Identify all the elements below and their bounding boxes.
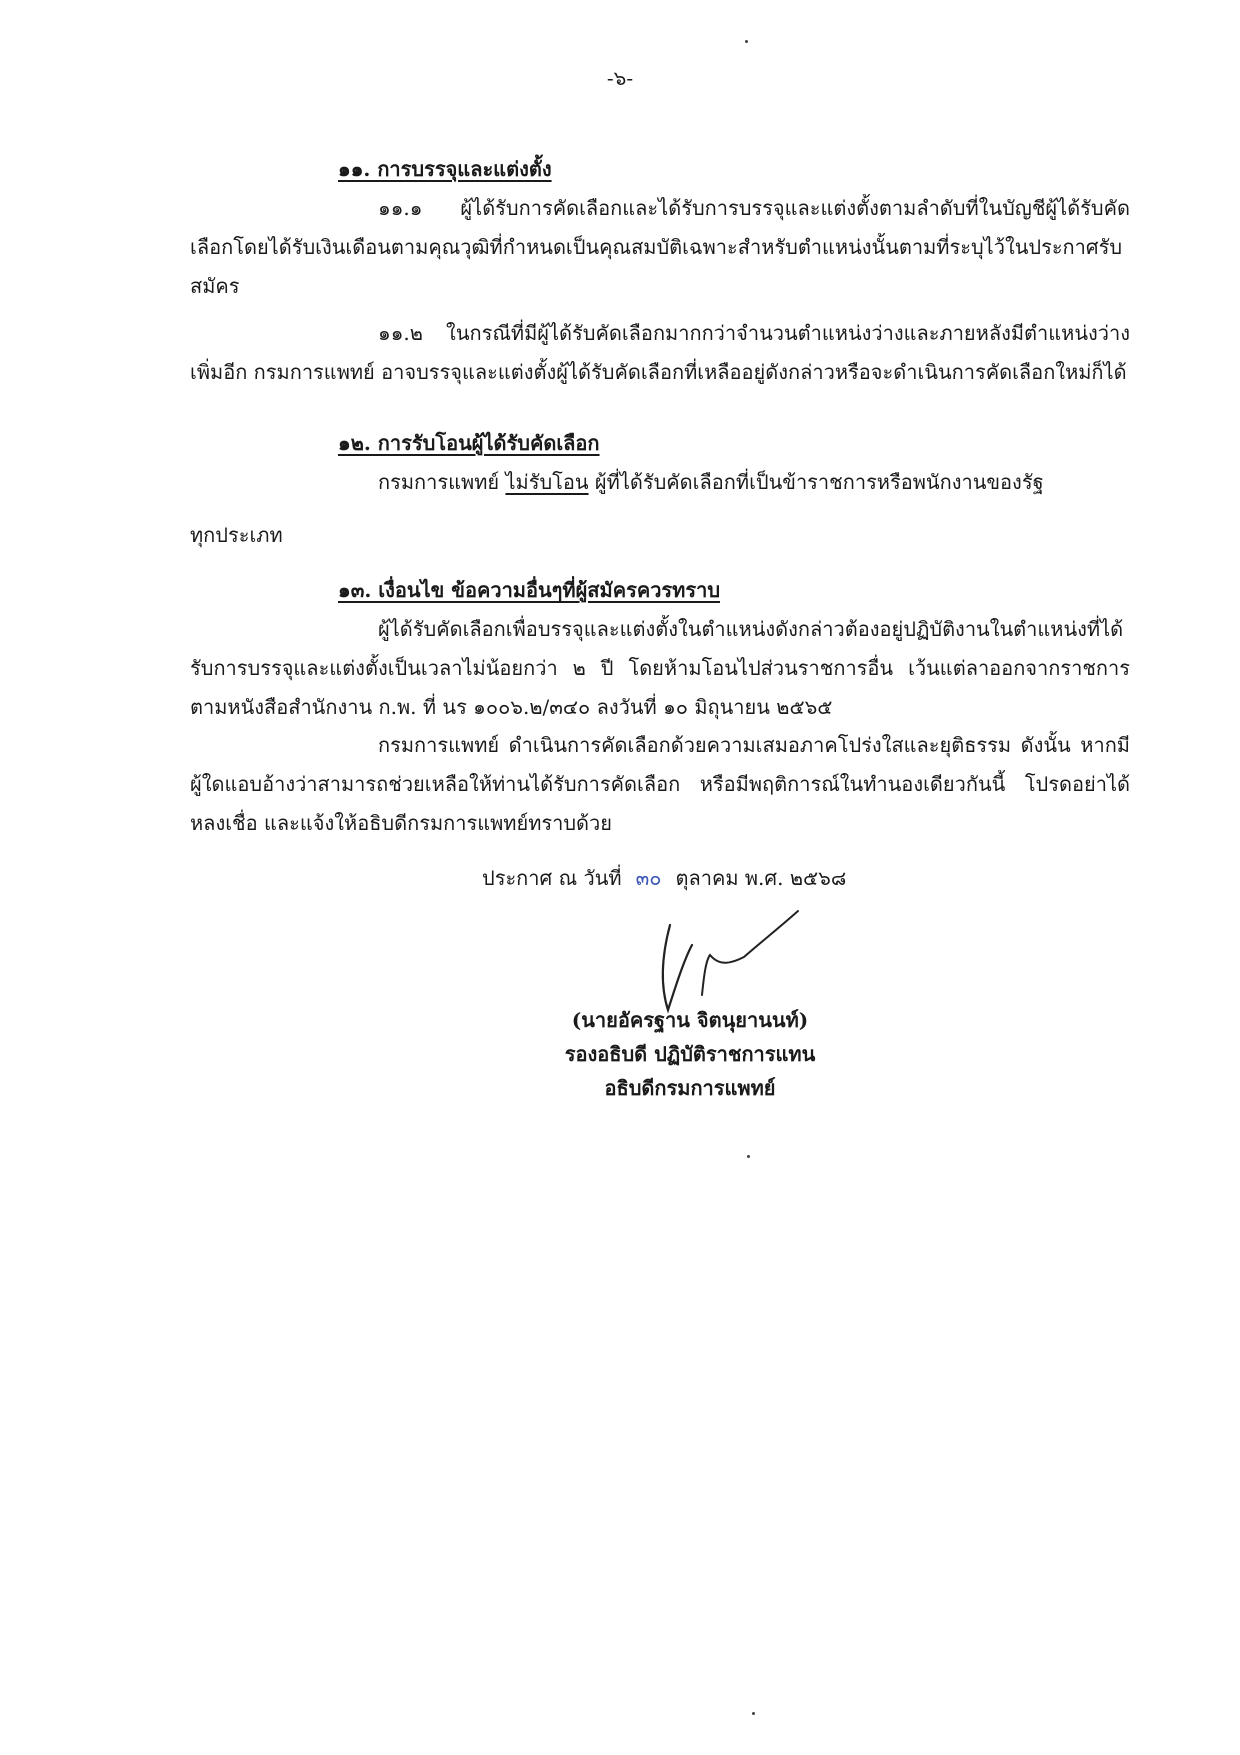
signer-position-2: อธิบดีกรมการแพทย์ [604, 1076, 776, 1100]
scan-speck [752, 1712, 755, 1715]
signer-position-1: รองอธิบดี ปฏิบัติราชการแทน [564, 1042, 816, 1066]
section-11 [190, 150, 1130, 392]
handwritten-day: ๓๐ [635, 866, 662, 890]
closing-paragraph: กรมการแพทย์ ดำเนินการคัดเลือกด้วยความเสมอภาคโปร่งใสและยุติธรรม ดังนั้น หากมีผู้ใดแอบอ้างว่าสามารถช่วยเหลือให้ท่านได้รับการคัดเลือก หรือมีพฤติการณ์ในทำนองเดียวกันนี้ โปรดอย่าได้หลงเชื่อ และแจ้งให้อธิบดีกรมการแพทย์ทราบด้วย [190, 733, 1130, 835]
section-12-last-line: ทุกประเภท [190, 523, 283, 547]
closing-section [190, 726, 1130, 843]
announcement-prefix: ประกาศ ณ วันที่ [482, 866, 622, 890]
section-11-2-paragraph: ๑๑.๒ ในกรณีที่มีผู้ได้รับคัดเลือกมากกว่าจำนวนตำแหน่งว่างและภายหลังมีตำแหน่งว่างเพิ่มอีก กรมการแพทย์ อาจบรรจุและแต่งตั้งผู้ได้รับคัดเลือกที่เหลืออยู่ดังกล่าวหรือจะดำเนินการคัดเลือกใหม่ก็ได้ [190, 321, 1130, 384]
section-12 [190, 424, 1130, 555]
section-12-heading: ๑๒. การรับโอนผู้ได้รับคัดเลือก [338, 431, 600, 455]
scan-speck [747, 1155, 750, 1158]
signer-name: (นายอัครฐาน จิตนุยานนท์) [571, 1008, 809, 1032]
no-transfer-emphasis: ไม่รับโอน [505, 470, 589, 494]
section-13-paragraph: ผู้ได้รับคัดเลือกเพื่อบรรจุและแต่งตั้งในตำแหน่งดังกล่าวต้องอยู่ปฏิบัติงานในตำแหน่งที่ได้รับการบรรจุและแต่งตั้งเป็นเวลาไม่น้อยกว่า ๒ ปี โดยห้ามโอนไปส่วนราชการอื่น เว้นแต่ลาออกจากราชการ ตามหนังสือสำนักงาน ก.พ. ที่ นร ๑๐๐๖.๒/๓๔๐ ลงวันที่ ๑๐ มิถุนายน ๒๕๖๕ [190, 617, 1130, 719]
section-11-1-paragraph: ๑๑.๑ ผู้ได้รับการคัดเลือกและได้รับการบรรจุและแต่งตั้งตามลำดับที่ในบัญชีผู้ได้รับคัดเลือกโดยได้รับเงินเดือนตามคุณวุฒิที่กำหนดเป็นคุณสมบัติเฉพาะสำหรับตำแหน่งนั้นตามที่ระบุไว้ในประกาศรับสมัคร [190, 196, 1130, 298]
section-12-paragraph [190, 463, 1130, 502]
section-13-heading: ๑๓. เงื่อนไข ข้อความอื่นๆที่ผู้สมัครควรทราบ [338, 578, 721, 602]
announcement-suffix: ตุลาคม พ.ศ. ๒๕๖๘ [675, 866, 847, 890]
signer-block [480, 1003, 900, 1105]
page-number: -๖- [606, 66, 634, 90]
scan-speck [745, 40, 748, 43]
section-12-text-before: กรมการแพทย์ [378, 470, 506, 494]
section-13 [190, 571, 1130, 727]
announcement-date [482, 862, 846, 894]
section-12-text-after: ผู้ที่ได้รับคัดเลือกที่เป็นข้าราชการหรือพนักงานของรัฐ [588, 470, 1044, 494]
section-11-heading: ๑๑. การบรรจุและแต่งตั้ง [338, 157, 552, 181]
